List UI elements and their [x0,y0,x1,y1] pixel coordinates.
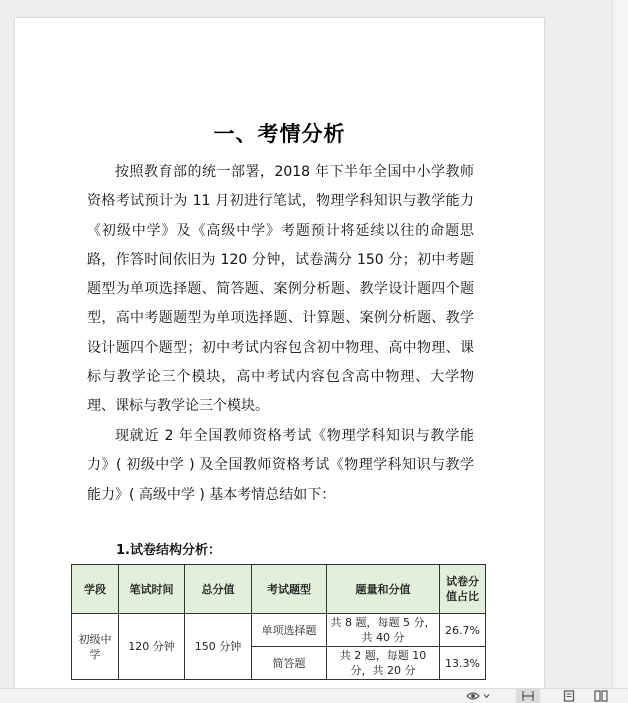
eye-icon [466,691,480,701]
total-cell: 150 分钟 [185,614,252,680]
ratio-cell: 26.7% [440,614,486,647]
table-row [72,614,486,647]
page-title: 一、考情分析 [213,122,346,146]
header-cell: 题量和分值 [327,565,440,614]
reading-mode-button[interactable] [464,689,492,703]
page-view-button[interactable] [558,689,580,703]
paragraph-summary-intro: 现就近 2 年全国教师资格考试《物理学科知识与教学能力》( 初级中学 ) 及全国教师资格考试《物理学科知识与教学能力》( 高级中学 ) 基本考情总结如下： [87,428,474,503]
type-cell: 简答题 [252,647,327,680]
header-cell: 学段 [72,565,119,614]
time-cell: 120 分钟 [119,614,185,680]
table-header-row [72,565,486,614]
header-cell: 总分值 [185,565,252,614]
vertical-scrollbar[interactable] [612,0,628,688]
count-cell: 共 2 题，每题 10 分，共 20 分 [327,647,440,680]
level-cell: 初级中学 [72,614,119,680]
paragraph-exam-overview: 按照教育部的统一部署，2018 年下半年全国中小学教师资格考试预计为 11 月初进行笔试，物理学科知识与教学能力《初级中学》及《高级中学》考题预计将延续以往的命题思路，作答时间依旧为 120 分钟，试卷满分 150 分；初中考题题型为单项选择题、简答题、案例分析题、教学设计题四个题型，高中考题题型为单项选择题、计算题、案例分析题、教学设计题四个题型；初中考试内容包含初中物理、高中物理、课标与教学论三个模块，高中考试内容包含高中物理、大学物理、课标与教学论三个模块。 [87,164,474,415]
two-page-icon [594,690,608,702]
count-cell: 共 8 题，每题 5 分，共 40 分 [327,614,440,647]
section-subheading: 1.试卷结构分析： [116,543,221,558]
exam-structure-table [71,564,486,680]
web-layout-button[interactable] [516,689,540,703]
header-cell: 考试题型 [252,565,327,614]
document-page [15,18,544,688]
type-cell: 单项选择题 [252,614,327,647]
two-page-view-button[interactable] [590,689,612,703]
ratio-cell: 13.3% [440,647,486,680]
web-layout-icon [521,690,535,702]
header-cell: 试卷分值占比 [440,565,486,614]
header-cell: 笔试时间 [119,565,185,614]
chevron-down-icon [483,693,490,699]
page-view-icon [563,690,575,702]
status-bar [0,688,628,703]
